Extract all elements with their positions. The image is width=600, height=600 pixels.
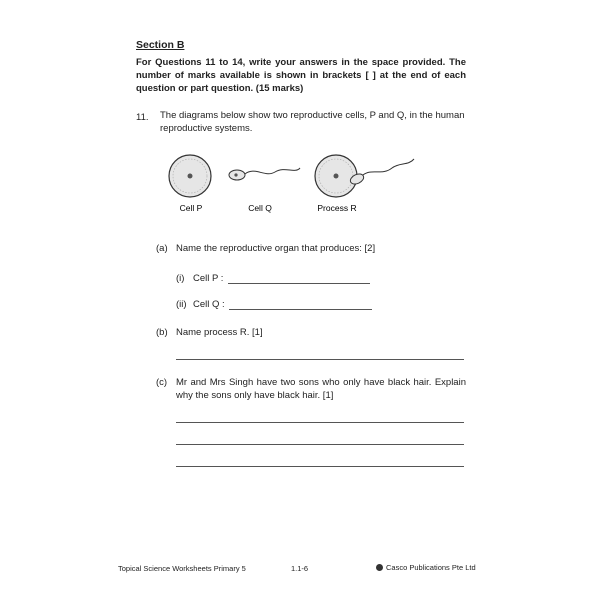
part-b-text: Name process R. [1] [176,327,263,338]
caption-cell-p: Cell P [179,203,203,213]
part-c-label: (c) [156,377,168,388]
section-title: Section B [136,39,185,51]
part-a-i-text: Cell P : [193,273,224,284]
section-instructions: For Questions 11 to 14, write your answers in the space provided. The number of marks available is shown in brackets [ ] at the end of each question or part question. (15 marks) [136,57,466,94]
part-b-label: (b) [156,327,168,338]
caption-process-r: Process R [317,203,357,213]
publisher-logo-icon [376,564,383,571]
answer-line-c-3[interactable] [176,466,464,467]
part-a-label: (a) [156,243,168,254]
answer-line-process-r[interactable] [176,359,464,360]
cell-q-sperm-drawing [229,168,300,180]
caption-cell-q: Cell Q [248,203,272,213]
answer-line-cell-p[interactable] [228,283,370,284]
part-a-i-label: (i) [176,273,185,284]
process-r-drawing [315,155,414,197]
question-intro: The diagrams below show two reproductive cells, P and Q, in the human reproductive systems. [160,110,465,134]
part-a-text: Name the reproductive organ that produces: [2] [176,243,376,254]
part-a-ii-label: (ii) [176,299,187,310]
footer-book-title: Topical Science Worksheets Primary 5 [118,564,246,573]
question-number: 11. [136,112,149,123]
answer-line-c-2[interactable] [176,444,464,445]
footer-publisher [376,563,476,572]
reproductive-cells-diagram [160,148,470,218]
part-c-text: Mr and Mrs Singh have two sons who only have black hair. Explain why the sons only have black hair. [1] [176,377,466,401]
answer-line-cell-q[interactable] [229,309,372,310]
part-a-ii-text: Cell Q : [193,299,225,310]
cell-p-egg-drawing [169,155,211,197]
footer-publisher-text: Casco Publications Pte Ltd [386,563,476,572]
footer-page-number: 1.1-6 [291,564,309,573]
answer-line-c-1[interactable] [176,422,464,423]
